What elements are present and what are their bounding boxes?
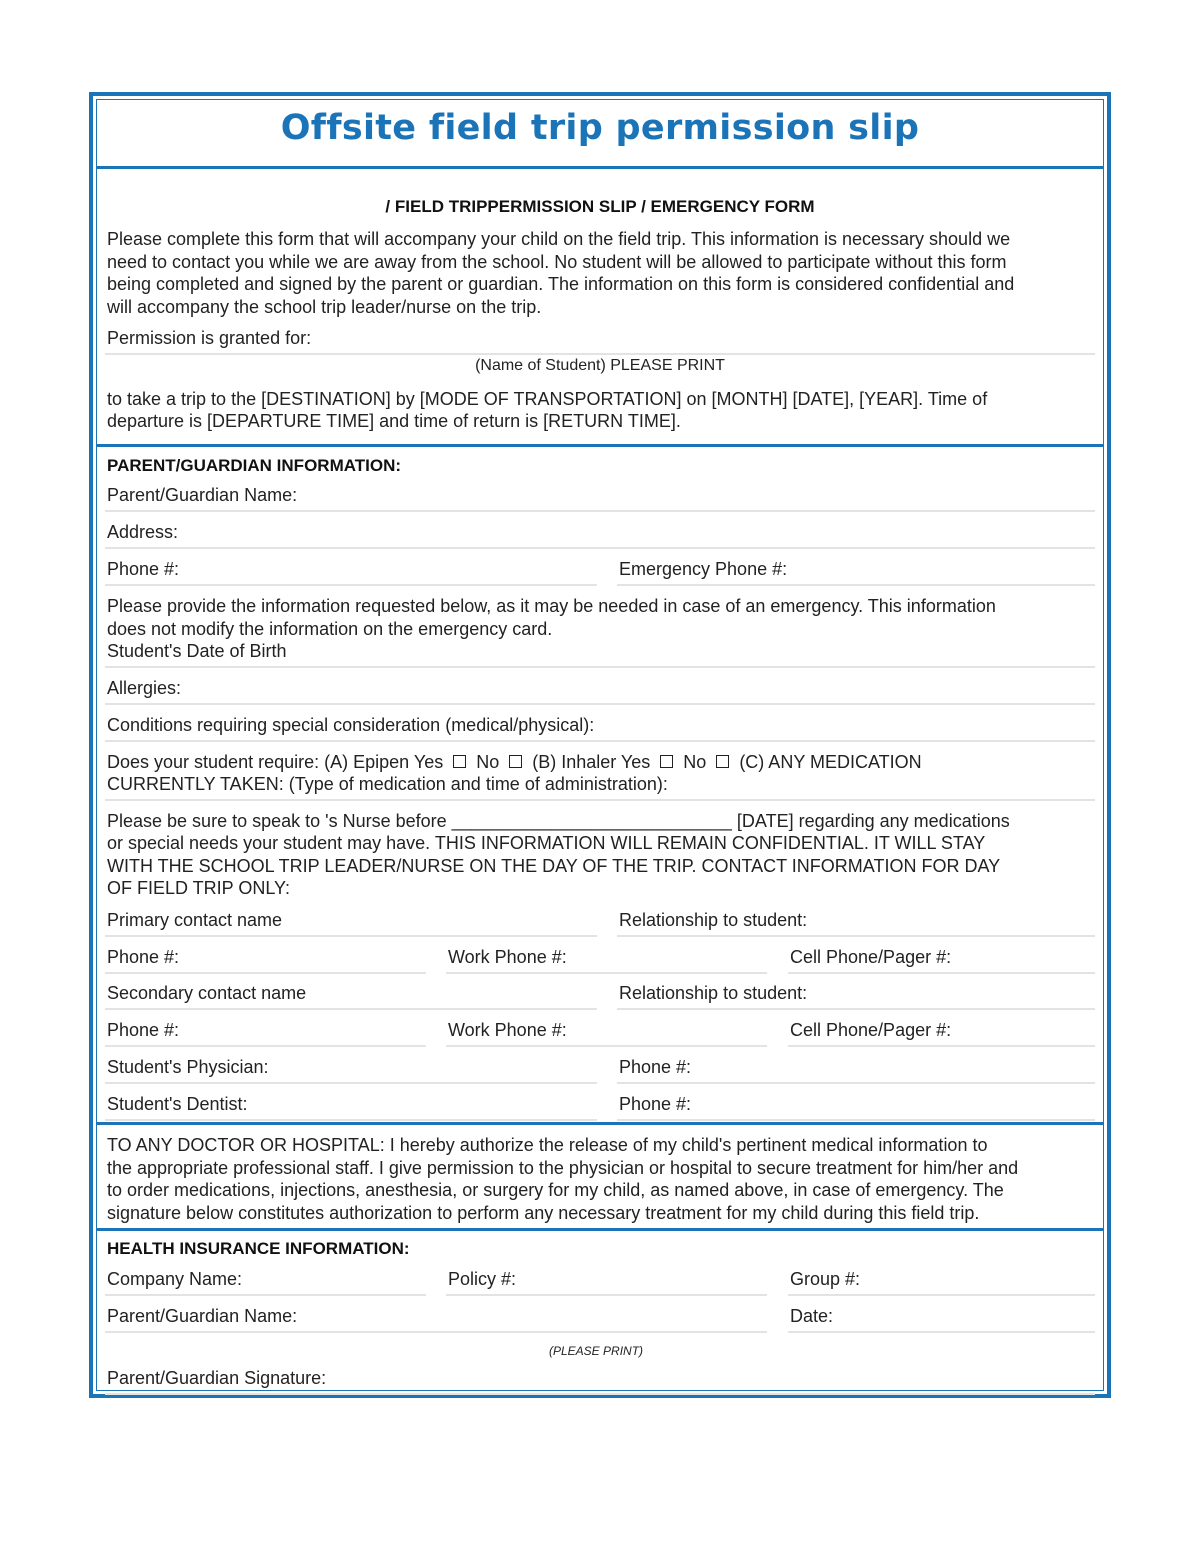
physician-label: Student's Physician: — [107, 1057, 269, 1077]
primary-phone-label: Phone #: — [107, 947, 180, 967]
primary-relationship-label: Relationship to student: — [619, 910, 808, 930]
date-label: Date: — [790, 1306, 834, 1326]
insurance-guardian-name-label: Parent/Guardian Name: — [107, 1306, 298, 1326]
parent-guardian-name-label: Parent/Guardian Name: — [107, 485, 298, 505]
group-number-label: Group #: — [790, 1269, 861, 1289]
name-of-student-caption: (Name of Student) PLEASE PRINT — [475, 357, 725, 374]
primary-work-phone-field[interactable] — [446, 972, 767, 974]
epipen-no-label: No — [476, 752, 500, 772]
date-of-birth-field[interactable] — [105, 666, 1095, 668]
nurse-line-1: Please be sure to speak to 's Nurse before ____________________________ [DATE] regarding any medications — [107, 811, 1010, 831]
primary-cell-phone-label: Cell Phone/Pager #: — [790, 947, 952, 967]
secondary-relationship-field[interactable] — [617, 1008, 1095, 1010]
primary-relationship-field[interactable] — [617, 935, 1095, 937]
signature-label: Parent/Guardian Signature: — [107, 1368, 327, 1388]
permission-granted-label: Permission is granted for: — [107, 328, 312, 348]
policy-number-label: Policy #: — [448, 1269, 517, 1289]
secondary-cell-phone-field[interactable] — [788, 1045, 1095, 1047]
physician-phone-label: Phone #: — [619, 1057, 692, 1077]
nurse-line-3: WITH THE SCHOOL TRIP LEADER/NURSE ON THE DAY OF THE TRIP. CONTACT INFORMATION FOR DAY — [107, 856, 1001, 876]
emergency-info-line-1: Please provide the information requested below, as it may be needed in case of an emergency. This information — [107, 596, 996, 616]
section-divider-1 — [97, 444, 1103, 447]
epipen-question-text: Does your student require: (A) Epipen Yes — [107, 752, 444, 772]
form-subheading: / FIELD TRIPPERMISSION SLIP / EMERGENCY FORM — [385, 197, 815, 216]
secondary-work-phone-label: Work Phone #: — [448, 1020, 567, 1040]
intro-line-3: being completed and signed by the parent or guardian. The information on this form is considered confidential and — [107, 274, 1015, 294]
inhaler-no-label: No — [683, 752, 707, 772]
physician-field[interactable] — [105, 1082, 597, 1084]
intro-line-2: need to contact you while we are away from the school. No student will be allowed to participate without this form — [107, 252, 1007, 272]
parent-guardian-heading: PARENT/GUARDIAN INFORMATION: — [107, 456, 402, 475]
inhaler-yes-checkbox[interactable] — [660, 755, 673, 768]
trip-details-line-1: to take a trip to the [DESTINATION] by [MODE OF TRANSPORTATION] on [MONTH] [DATE], [YEAR]. Time of — [107, 389, 988, 409]
inhaler-no-checkbox[interactable] — [716, 755, 729, 768]
allergies-label: Allergies: — [107, 678, 182, 698]
medication-field[interactable] — [105, 799, 1095, 801]
secondary-phone-label: Phone #: — [107, 1020, 180, 1040]
emergency-info-line-2: does not modify the information on the emergency card. — [107, 619, 553, 639]
doctor-authorization-line-2: the appropriate professional staff. I give permission to the physician or hospital to secure treatment for him/her and — [107, 1158, 1019, 1178]
secondary-relationship-label: Relationship to student: — [619, 983, 808, 1003]
section-divider-3 — [97, 1228, 1103, 1231]
dentist-field[interactable] — [105, 1119, 597, 1121]
medication-question-line-1 — [107, 751, 922, 773]
address-field[interactable] — [105, 547, 1095, 549]
dentist-label: Student's Dentist: — [107, 1094, 248, 1114]
company-name-label: Company Name: — [107, 1269, 243, 1289]
secondary-contact-field[interactable] — [105, 1008, 597, 1010]
nurse-line-2: or special needs your student may have. THIS INFORMATION WILL REMAIN CONFIDENTIAL. IT WILL STAY — [107, 833, 986, 853]
trip-details-line-2: departure is [DEPARTURE TIME] and time of return is [RETURN TIME]. — [107, 411, 681, 431]
allergies-field[interactable] — [105, 703, 1095, 705]
doctor-authorization-line-4: signature below constitutes authorization to perform any necessary treatment for my child during this field trip. — [107, 1203, 980, 1223]
signature-field[interactable] — [105, 1393, 1095, 1395]
primary-contact-field[interactable] — [105, 935, 597, 937]
medication-question-text: (C) ANY MEDICATION — [739, 752, 922, 772]
insurance-guardian-name-field[interactable] — [105, 1331, 767, 1333]
primary-contact-label: Primary contact name — [107, 910, 283, 930]
nurse-line-4: OF FIELD TRIP ONLY: — [107, 878, 291, 898]
title-divider — [97, 166, 1103, 169]
secondary-cell-phone-label: Cell Phone/Pager #: — [790, 1020, 952, 1040]
doctor-authorization-line-1: TO ANY DOCTOR OR HOSPITAL: I hereby authorize the release of my child's pertinent medical information to — [107, 1135, 988, 1155]
secondary-contact-label: Secondary contact name — [107, 983, 307, 1003]
medication-question-line-2: CURRENTLY TAKEN: (Type of medication and time of administration): — [107, 774, 668, 794]
date-field[interactable] — [788, 1331, 1095, 1333]
primary-cell-phone-field[interactable] — [788, 972, 1095, 974]
permission-slip-form — [89, 92, 1111, 1398]
conditions-label: Conditions requiring special consideration (medical/physical): — [107, 715, 595, 735]
form-title: Offsite field trip permission slip — [280, 108, 920, 148]
emergency-phone-label: Emergency Phone #: — [619, 559, 788, 579]
parent-guardian-name-field[interactable] — [105, 510, 1095, 512]
company-name-field[interactable] — [105, 1294, 426, 1296]
secondary-phone-field[interactable] — [105, 1045, 426, 1047]
primary-work-phone-label: Work Phone #: — [448, 947, 567, 967]
epipen-yes-checkbox[interactable] — [453, 755, 466, 768]
emergency-phone-field[interactable] — [617, 584, 1095, 586]
epipen-no-checkbox[interactable] — [509, 755, 522, 768]
primary-phone-field[interactable] — [105, 972, 426, 974]
doctor-authorization-line-3: to order medications, injections, anesthesia, or surgery for my child, as named above, in case of emergency. The — [107, 1180, 1004, 1200]
form-inner-border — [96, 99, 1104, 1391]
inhaler-question-text: (B) Inhaler Yes — [532, 752, 651, 772]
intro-line-1: Please complete this form that will accompany your child on the field trip. This information is necessary should we — [107, 229, 1011, 249]
policy-number-field[interactable] — [446, 1294, 767, 1296]
secondary-work-phone-field[interactable] — [446, 1045, 767, 1047]
phone-label: Phone #: — [107, 559, 180, 579]
date-of-birth-label: Student's Date of Birth — [107, 641, 287, 661]
phone-field[interactable] — [105, 584, 597, 586]
health-insurance-heading: HEALTH INSURANCE INFORMATION: — [107, 1239, 410, 1258]
address-label: Address: — [107, 522, 179, 542]
physician-phone-field[interactable] — [617, 1082, 1095, 1084]
intro-line-4: will accompany the school trip leader/nurse on the trip. — [107, 297, 542, 317]
dentist-phone-label: Phone #: — [619, 1094, 692, 1114]
please-print-caption: (PLEASE PRINT) — [549, 1344, 644, 1358]
conditions-field[interactable] — [105, 740, 1095, 742]
section-divider-2 — [97, 1122, 1103, 1125]
dentist-phone-field[interactable] — [617, 1119, 1095, 1121]
group-number-field[interactable] — [788, 1294, 1095, 1296]
